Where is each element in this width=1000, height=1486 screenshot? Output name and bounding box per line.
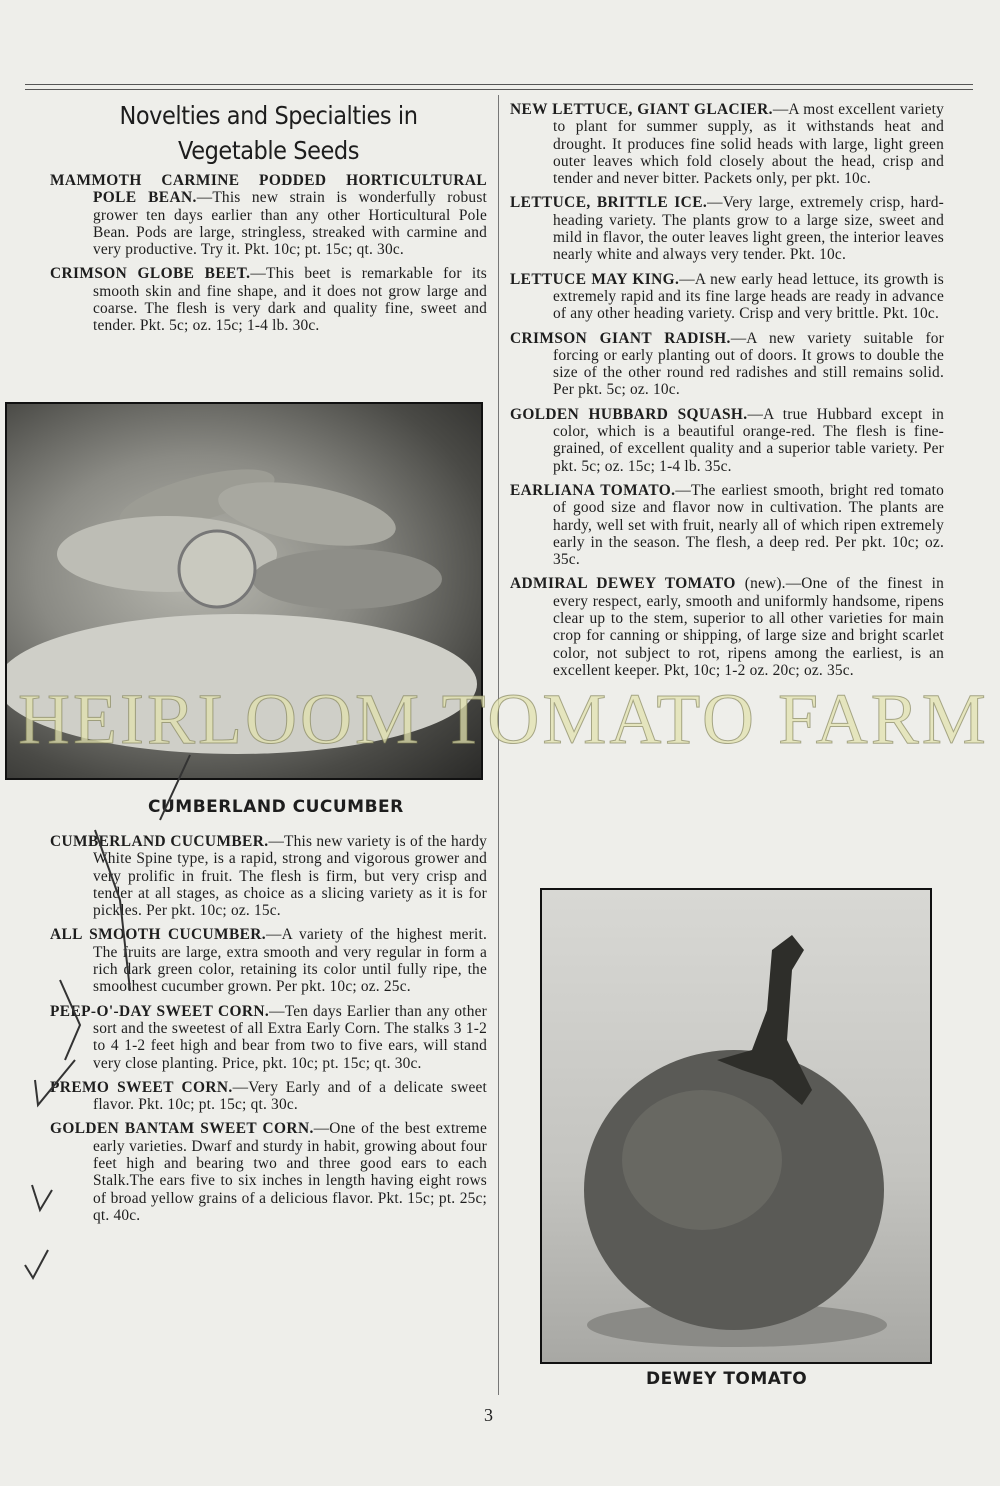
- column-divider: [498, 95, 499, 1395]
- right-column: [510, 101, 944, 686]
- entry-body: —One of the best extreme early varieties. Dwarf and sturdy in habit, growing about four feet high and bearing two and three good ears to each Stalk.The ears five to six inches in length having eight rows of broad yellow grains of a delicious flavor. Pkt. 15c; pt. 25c; qt. 40c.: [93, 1120, 487, 1224]
- entry-body: —A new variety suitable for forcing or early planting out of doors. It grows to double the size of the other round red radishes and still remains solid. Per pkt. 5c; oz. 10c.: [553, 329, 944, 399]
- entry-head: EARLIANA TOMATO.: [510, 481, 676, 499]
- entry-body: —This new variety is of the hardy White Spine type, is a rapid, strong and vigorous grower and very prolific in fruit. The flesh is firm, but very crisp and tender at all stages, as choice as a slicing variety as it is for pickles. Per pkt. 10c; oz. 15c.: [93, 833, 487, 920]
- cucumber-photo: [5, 402, 483, 780]
- entry-head: PEEP-O'-DAY SWEET CORN.: [50, 1002, 270, 1020]
- entry-body: —A most excellent variety to plant for summer supply, as it withstands heat and drought. It produces fine solid heads with large, light green outer leaves which fold closely about the head, crisp and tender and never bitter. Packets only, per pkt. 10c.: [553, 101, 944, 188]
- tomato-caption: DEWEY TOMATO: [646, 1369, 808, 1389]
- entry-head: LETTUCE MAY KING.: [510, 270, 680, 288]
- entry: [510, 101, 944, 187]
- entry-body: (new).—One of the finest in every respect, early, smooth and uniformly handsome, ripens clear up to the stem, superior to all other varieties for main crop for canning or shipping, of large size and bright scarlet color, not subject to rot, ripens among the earliest, is an excellent keeper. Pkt, 10c; 1-2 oz. 20c; oz. 35c.: [553, 575, 944, 679]
- entry-head: GOLDEN BANTAM SWEET CORN.: [50, 1120, 314, 1138]
- tomato-illustration: [542, 890, 930, 1362]
- entry: [510, 330, 944, 399]
- entry-head: ALL SMOOTH CUCUMBER.: [50, 926, 267, 944]
- entry-body: —This beet is remarkable for its smooth skin and fine shape, and it does not grow large and coarse. The flesh is very dark and quality fine, sweet and tender. Pkt. 5c; oz. 15c; 1-4 lb. 30c.: [93, 265, 487, 335]
- page-title: Novelties and Specialties in Vegetable Seeds: [119, 101, 418, 165]
- entry: [50, 1079, 487, 1114]
- entry-body: —This new strain is wonderfully robust grower ten days earlier than any other Horticultural Pole Bean. Pods are large, stringless, streaked with carmine and very productive. Try it. Pkt. 10c; pt. 15c; qt. 30c.: [93, 189, 487, 259]
- entry-body: —A variety of the highest merit. The fruits are large, extra smooth and very regular in form a rich dark green color, retaining its color until fully ripe, the smoothest cucumber grown. Per pkt. 10c; oz. 25c.: [93, 926, 487, 996]
- cucumber-illustration: [7, 404, 481, 778]
- entry: [50, 1003, 487, 1072]
- entry-head: PREMO SWEET CORN.: [50, 1078, 233, 1096]
- entry: [50, 833, 487, 919]
- entry-head: ADMIRAL DEWEY TOMATO: [510, 575, 736, 593]
- entry: [510, 271, 944, 323]
- entry: [510, 575, 944, 679]
- entry: [50, 1120, 487, 1224]
- left-column-lower: [50, 833, 487, 1231]
- page-number: 3: [484, 1405, 493, 1425]
- top-rule-2: [25, 89, 973, 90]
- cucumber-caption: CUMBERLAND CUCUMBER: [148, 797, 404, 817]
- entry-body: —Very large, extremely crisp, hard-heading variety. The plants grow to a large size, sweet and mild in flavor, the outer leaves light green, the interior leaves nearly white and always very tender. Pkt. 10c.: [553, 194, 944, 264]
- entry-head: CRIMSON GIANT RADISH.: [510, 329, 731, 347]
- entry: [510, 194, 944, 263]
- entry-head: CRIMSON GLOBE BEET.: [50, 265, 251, 283]
- entry-head: GOLDEN HUBBARD SQUASH.: [510, 405, 748, 423]
- entry-head: MAMMOTH CARMINE PODDED HORTICULTURAL POLE BEAN.: [50, 172, 487, 207]
- entry: [50, 172, 487, 258]
- entry-body: —Very Early and of a delicate sweet flavor. Pkt. 10c; pt. 15c; qt. 30c.: [93, 1078, 487, 1114]
- tomato-photo: [540, 888, 932, 1364]
- entry-body: —The earliest smooth, bright red tomato of good size and flavor now in cultivation. The plants are hardy, well set with fruit, nearly all of which ripen extremely early in the season. The flesh, a deep red. Per pkt. 10c; oz. 35c.: [553, 481, 944, 569]
- entry-head: LETTUCE, BRITTLE ICE.: [510, 194, 708, 212]
- entry: [50, 265, 487, 334]
- entry-body: —A new early head lettuce, its growth is extremely rapid and its fine large heads are ready in advance of any other heading variety. Crisp and very brittle. Pkt. 10c.: [553, 270, 944, 323]
- entry-head: CUMBERLAND CUCUMBER.: [50, 833, 269, 850]
- left-column: [50, 98, 487, 342]
- watermark: HEIRLOOM TOMATO FARM: [18, 679, 989, 759]
- entry-body: —A true Hubbard except in color, which is a beautiful orange-red. The flesh is fine-grained, of excellent quality and a superior table variety. Per pkt. 5c; oz. 15c; 1-4 lb. 35c.: [553, 405, 944, 475]
- entry: [510, 482, 944, 568]
- entry: [510, 406, 944, 475]
- entry: [50, 926, 487, 995]
- entry-head: NEW LETTUCE, GIANT GLACIER.: [510, 101, 773, 118]
- top-rule: [25, 84, 973, 85]
- entry-body: —Ten days Earlier than any other sort and the sweetest of all Extra Early Corn. The stalks 3 1-2 to 4 1-2 feet high and bear from two to five ears, will stand very close planting. Price, pkt. 10c; pt. 15c; qt. 30c.: [93, 1002, 487, 1072]
